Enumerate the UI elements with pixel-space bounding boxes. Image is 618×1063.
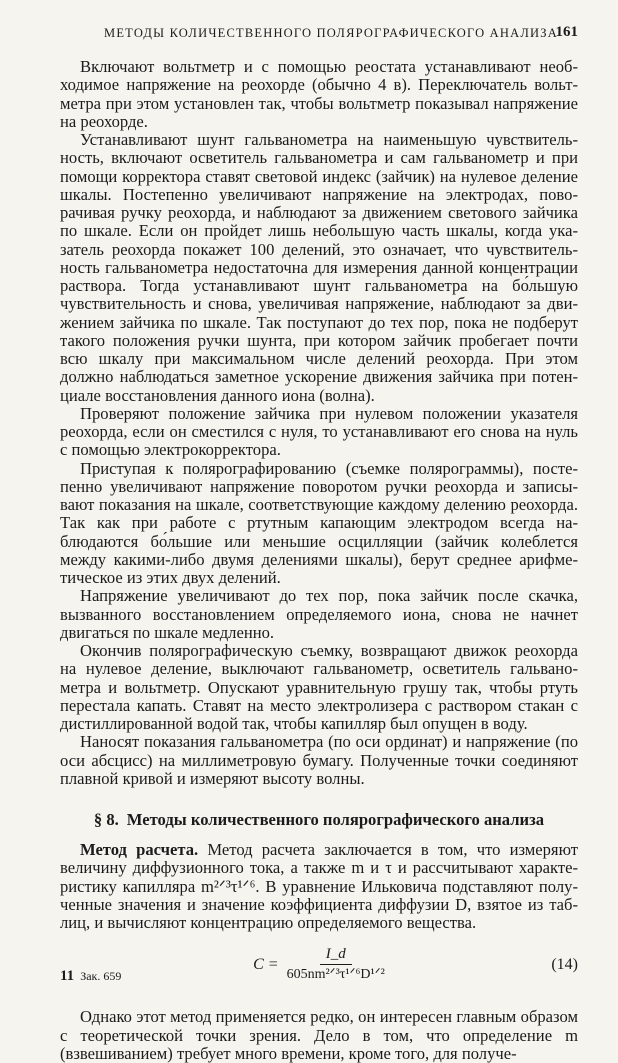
paragraph: Проверяют положение зайчика при нулевом положении указателя реохорда, если он сместился с нуля, то устанавливают его снова на нуль с помощью электрокорректора. — [60, 403, 578, 460]
page-footer — [60, 968, 121, 985]
paragraph: Устанавливают шунт гальванометра на наименьшую чувствительность, включают осветитель гальванометра и сам гальванометр и при помощи корректора ставят световой индекс (зайчик) на нулевое деление шкалы. Постепенно увеличивают напряжение на электродах, поворачивая ручку реохорда, и наблюдают за движением светового зайчика по шкале. Если он пройдет лишь небольшую часть шкалы, когда указатель реохорда покажет 100 делений, это означает, что чувствительность гальванометра недостаточна для измерения данной концентрации раствора. Тогда устанавливают шунт гальванометра на бо́льшую чувствительность и снова, увеличивая напряжение, наблюдают за движением зайчика по шкале. Так поступают до тех пор, пока не подберут такого положения ручки шунта, при котором зайчик пробегает почти всю шкалу при максимальном числе делений реохорда. При этом должно наблюдаться заметное ускорение движения зайчика при потенциале восстановления данного иона (волна). — [60, 130, 578, 405]
running-title: МЕТОДЫ КОЛИЧЕСТВЕННОГО ПОЛЯРОГРАФИЧЕСКОГО АНАЛИЗА — [104, 26, 558, 40]
paragraph: Окончив полярографическую съемку, возвращают движок реохорда на нулевое деление, выключают гальванометр, осветитель гальванометра и вольтметр. Опускают уравнительную грушу так, чтобы ртуть перестала капать. Ставят на место электролизера с раствором стакан с дистиллированной водой так, чтобы капилляр был опущен в воду. — [60, 641, 578, 733]
paragraph: Напряжение увеличивают до тех пор, пока зайчик после скачка, вызванного восстановлением определяемого иона, снова не начнет двигаться по шкале медленно. — [60, 586, 578, 642]
section-number: § 8. — [93, 810, 119, 829]
page-header — [60, 24, 578, 44]
method-paragraph — [60, 841, 578, 932]
paragraph: Приступая к полярографированию (съемке полярограммы), постепенно увеличивают напряжение поворотом ручки реохорда и записывают показания на шкале, соответствующие каждому делению реохорда. Так как при работе с ртутным капающим электродом всегда наблюдаются бо́льшие или меньшие осцилляции (зайчик колеблется между какими-либо двумя делениями шкалы), берут среднее арифметическое из этих двух делений. — [60, 458, 578, 587]
section-heading — [60, 810, 578, 829]
method-text: Метод расчета заключается в том, что измеряют величину диффузионного тока, а также m и τ и рассчитывают характеристику капилляра m²ᐟ³τ¹ᐟ⁶. В уравнение Ильковича подставляют полученные значения и значение коэффициента диффузии D, взятое из таблиц, и вычисляют концентрацию определяемого вещества. — [60, 840, 578, 932]
page-body — [60, 58, 578, 1063]
paragraph: Наносят показания гальванометра (по оси ординат) и напряжение (по оси абсцисс) на миллиметровую бумагу. Полученные точки соединяют плавной кривой и измеряют высоту волны. — [60, 732, 578, 788]
equation-fraction — [287, 946, 385, 983]
section-title: Методы количественного полярографического анализа — [126, 810, 545, 829]
equation-number: (14) — [551, 956, 578, 974]
equation-lhs: C = — [253, 955, 279, 973]
signature-mark: 11 — [60, 968, 75, 984]
printing-order: Зак. 659 — [80, 969, 122, 983]
equation-numerator: I_d — [320, 946, 352, 965]
method-runin-heading: Метод расчета. — [80, 840, 199, 859]
page-number: 161 — [555, 24, 578, 40]
equation — [60, 946, 578, 983]
equation-block — [60, 942, 578, 994]
paragraph: Однако этот метод применяется редко, он интересен главным образом с теоретической точки зрения. Дело в том, что определение m (взвешиванием) требует много времени, кроме того, для получе- — [60, 1007, 578, 1063]
equation-denominator: 605nm²ᐟ³τ¹ᐟ⁶D¹ᐟ² — [286, 967, 385, 983]
paragraph: Включают вольтметр и с помощью реостата устанавливают необходимое напряжение на реохорде (обычно 4 в). Переключатель вольтметра при этом установлен так, чтобы вольтметр показывал напряжение на реохорде. — [60, 57, 578, 131]
